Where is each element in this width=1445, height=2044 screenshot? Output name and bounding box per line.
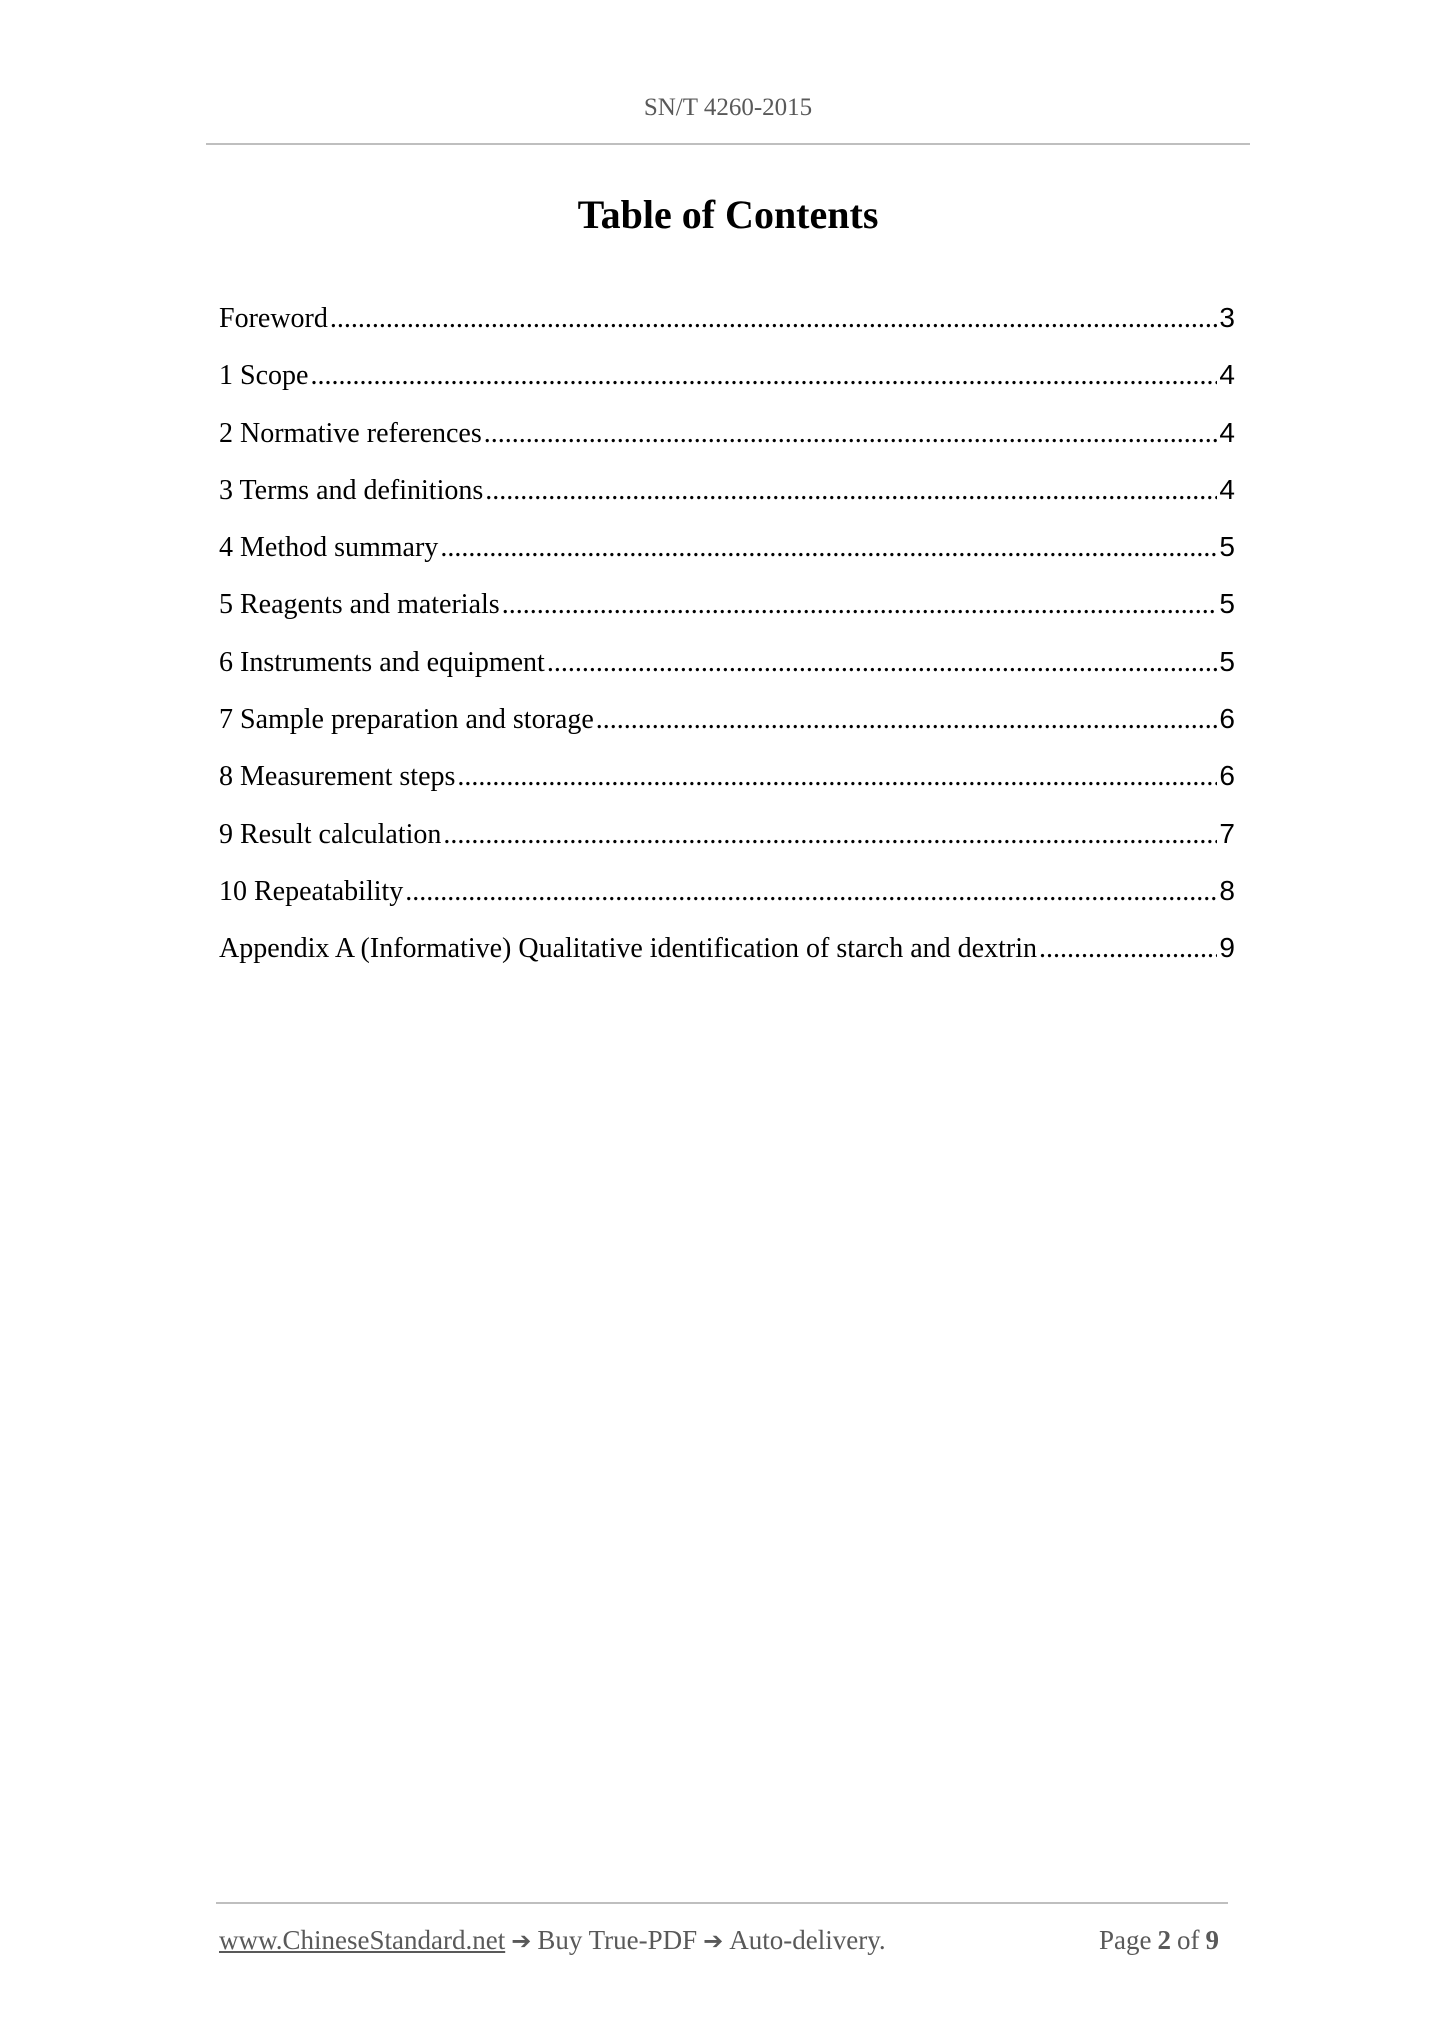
toc-entry-reagents-materials[interactable] (219, 584, 1235, 641)
toc-entry-scope[interactable] (219, 355, 1235, 412)
toc-page-number: 4 (1219, 359, 1235, 391)
toc-page-number: 7 (1219, 817, 1235, 849)
dot-leader (330, 299, 1218, 339)
toc-entry-result-calculation[interactable] (219, 814, 1235, 871)
page-indicator (1099, 1922, 1225, 1958)
of-word: of (1177, 1925, 1200, 1955)
toc-entry-label: 7 Sample preparation and storage (219, 704, 594, 736)
dot-leader (547, 643, 1218, 683)
toc-entry-label: 5 Reagents and materials (219, 589, 500, 621)
footer-step-buy: Buy True-PDF (537, 1925, 698, 1955)
total-page-number: 9 (1205, 1925, 1219, 1955)
table-of-contents (219, 298, 1235, 986)
page-title: Table of Contents (577, 192, 879, 237)
toc-entry-label: 8 Measurement steps (219, 761, 456, 793)
toc-page-number: 4 (1219, 416, 1235, 448)
toc-entry-label: 10 Repeatability (219, 875, 404, 907)
toc-page-number: 4 (1219, 473, 1235, 505)
toc-page-number: 9 (1219, 932, 1235, 964)
toc-page-number: 5 (1219, 645, 1235, 677)
toc-entry-normative-references[interactable] (219, 413, 1235, 470)
dot-leader (484, 414, 1218, 454)
footer-step-delivery: Auto-delivery. (729, 1925, 886, 1955)
right-arrow-icon: ➔ (511, 1927, 532, 1955)
toc-page-number: 3 (1219, 302, 1235, 333)
toc-entry-method-summary[interactable] (219, 527, 1235, 584)
toc-entry-label: 6 Instruments and equipment (219, 646, 545, 678)
toc-entry-label: Appendix A (Informative) Qualitative identification of starch and dextrin (219, 933, 1037, 965)
right-arrow-icon: ➔ (703, 1927, 724, 1955)
toc-entry-label: 2 Normative references (219, 417, 482, 449)
toc-entry-label: 9 Result calculation (219, 818, 442, 850)
toc-page-number: 8 (1219, 874, 1235, 906)
toc-page-number: 5 (1219, 588, 1235, 620)
dot-leader (405, 872, 1217, 912)
footer-promo (219, 1922, 886, 1959)
site-link[interactable]: www.ChineseStandard.net (219, 1925, 506, 1955)
running-header: SN/T 4260-2015 (643, 94, 813, 121)
toc-entry-appendix-a[interactable] (219, 928, 1235, 985)
dot-leader (443, 815, 1217, 855)
dot-leader (596, 700, 1218, 740)
toc-entry-instruments-equipment[interactable] (219, 642, 1235, 699)
dot-leader (502, 585, 1218, 625)
toc-entry-label: 4 Method summary (219, 532, 439, 564)
toc-entry-label: Foreword (219, 303, 328, 334)
toc-entry-sample-preparation[interactable] (219, 699, 1235, 756)
toc-page-number: 6 (1219, 760, 1235, 792)
toc-entry-foreword[interactable] (219, 298, 1235, 355)
page-footer (219, 1922, 1225, 1959)
toc-entry-repeatability[interactable] (219, 871, 1235, 928)
current-page-number: 2 (1157, 1925, 1171, 1955)
toc-entry-label: 1 Scope (219, 360, 309, 392)
page-word: Page (1099, 1925, 1152, 1955)
dot-leader (1039, 929, 1217, 969)
toc-entry-measurement-steps[interactable] (219, 756, 1235, 813)
toc-page-number: 6 (1219, 703, 1235, 735)
toc-entry-terms-definitions[interactable] (219, 470, 1235, 527)
dot-leader (440, 528, 1217, 568)
dot-leader (457, 757, 1217, 797)
dot-leader (310, 356, 1217, 396)
dot-leader (485, 471, 1217, 511)
footer-divider (216, 1902, 1228, 1904)
toc-page-number: 5 (1219, 531, 1235, 563)
toc-entry-label: 3 Terms and definitions (219, 474, 484, 506)
header-divider (206, 143, 1250, 145)
